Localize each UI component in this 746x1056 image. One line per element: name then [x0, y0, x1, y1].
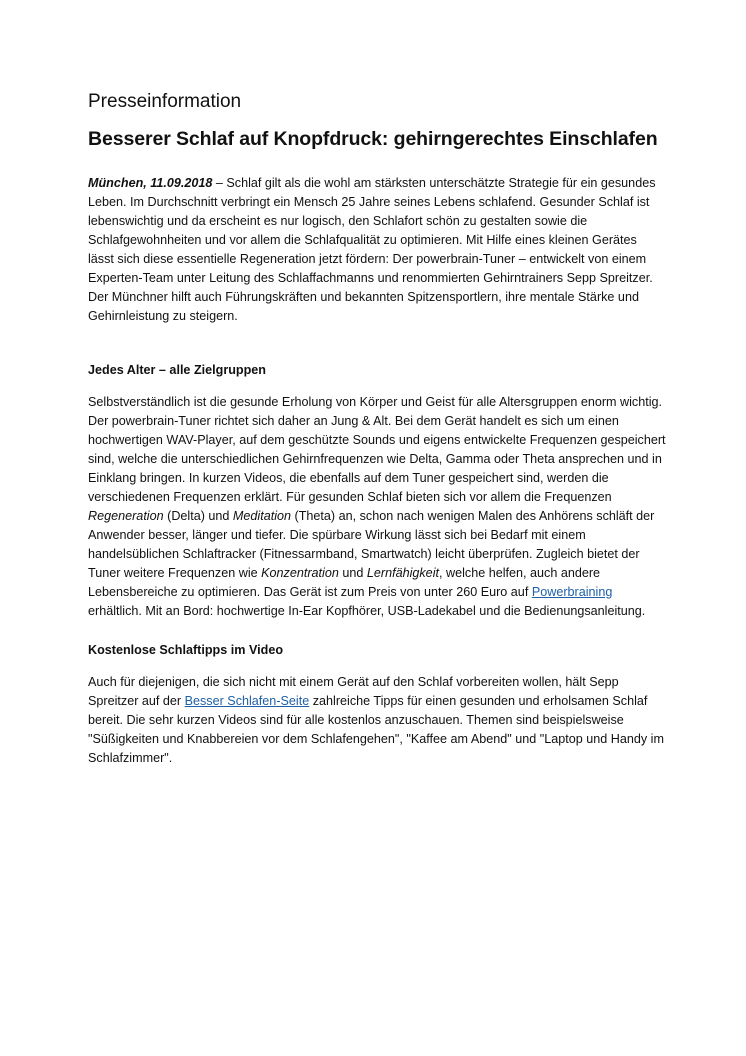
- emphasis-meditation: Meditation: [232, 509, 292, 523]
- section-body: [88, 673, 666, 768]
- section-target-groups: [88, 361, 666, 621]
- emphasis-regeneration: Regeneration: [88, 509, 164, 523]
- section-heading: Kostenlose Schlaftipps im Video: [88, 643, 284, 657]
- text-run: Selbstverständlich ist die gesunde Erholung von Körper und Geist für alle Altersgruppen enorm wichtig. Der powerbrain-Tuner richtet sich daher an Jung & Alt. Bei dem Gerät handelt es sich um einen hochwertigen WAV-Player, auf dem geschützte Sounds und eigens entwickelte Frequenzen gespeichert sind, welche die unterschiedlichen Gehirnfrequenzen wie Delta, Gamma oder Theta ansprechen und in Einklang bringen. In kurzen Videos, die ebenfalls auf dem Tuner gespeichert sind, werden die verschiedenen Frequenzen erklärt. Für gesunden Schlaf bieten sich vor allem die Frequenzen: [88, 395, 666, 504]
- lead-paragraph: [88, 174, 666, 326]
- text-run: zahlreiche Tipps für einen gesunden und erholsamen Schlaf bereit. Die sehr kurzen Videos sind für alle kostenlos anzuschauen. Themen sind beispielsweise "Süßigkeiten und Knabbereien vor dem Schlafengehen", "Kaffee am Abend" und "Laptop und Handy im Schlafzimmer".: [88, 694, 664, 765]
- emphasis-konzentration: Konzentration: [261, 566, 339, 580]
- text-run: (Theta) an, schon nach wenigen Malen des Anhörens schläft der Anwender besser, länger und tiefer. Die spürbare Wirkung lässt sich bei Bedarf mit einem handelsüblichen Schlaftracker (Fitnessarmband, Smartwatch) leicht überprüfen. Zugleich bietet der Tuner weitere Frequenzen wie: [88, 509, 655, 580]
- section-sleep-tips: [88, 641, 666, 768]
- section-heading: Jedes Alter – alle Zielgruppen: [88, 363, 267, 377]
- headline: Besserer Schlaf auf Knopfdruck: gehirngerechtes Einschlafen: [88, 128, 658, 150]
- lead-text: – Schlaf gilt als die wohl am stärksten unterschätzte Strategie für ein gesundes Leben. Im Durchschnitt verbringt ein Mensch 25 Jahre seines Lebens schlafend. Gesunder Schlaf ist lebenswichtig und da erscheint es nur logisch, den Schlafort schön zu gestalten sowie die Schlafgewohnheiten und vor allem die Schlafqualität zu optimieren. Mit Hilfe eines kleinen Gerätes lässt sich diese essentielle Regeneration jetzt fördern: Der powerbrain-Tuner – entwickelt von einem Experten-Team unter Leitung des Schlaffachmanns und renommierten Gehirntrainers Sepp Spreitzer. Der Münchner hilft auch Führungskräften und bekannten Spitzensportlern, ihre mentale Stärke und Gehirnleistung zu steigern.: [88, 176, 656, 323]
- text-run: (Delta) und: [163, 509, 233, 523]
- kicker: Presseinformation: [88, 91, 242, 112]
- dateline: München, 11.09.2018: [88, 176, 213, 190]
- text-run: Auch für diejenigen, die sich nicht mit einem Gerät auf den Schlaf vorbereiten wollen, hält Sepp Spreitzer auf der: [88, 675, 619, 708]
- powerbraining-link[interactable]: Powerbraining: [531, 585, 613, 599]
- besser-schlafen-link[interactable]: Besser Schlafen-Seite: [184, 694, 310, 708]
- text-run: und: [338, 566, 367, 580]
- emphasis-lernfaehigkeit: Lernfähigkeit: [366, 566, 439, 580]
- text-run: , welche helfen, auch andere Lebensbereiche zu optimieren. Das Gerät ist zum Preis von unter 260 Euro auf: [88, 566, 601, 599]
- text-run: erhältlich. Mit an Bord: hochwertige In-Ear Kopfhörer, USB-Ladekabel und die Bedienungsanleitung.: [88, 604, 646, 618]
- section-body: [88, 393, 666, 621]
